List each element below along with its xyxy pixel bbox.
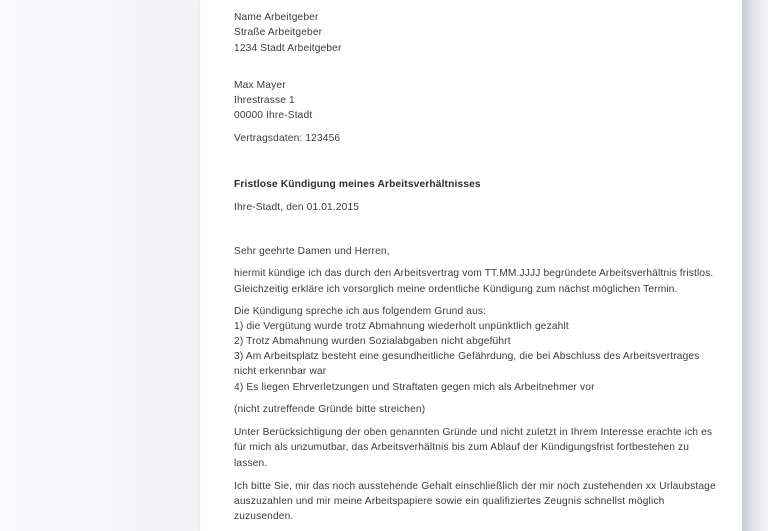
reason-item: 2) Trotz Abmahnung wurden Sozialabgaben nicht abgeführt (234, 336, 511, 347)
background-left (0, 0, 200, 531)
sender-name: Name Arbeitgeber (234, 12, 319, 23)
paragraph-line: auszuzahlen und mir meine Arbeitspapiere sowie ein qualifiziertes Zeugnis schnellst möglich (234, 496, 665, 507)
recipient-street: Ihrestrasse 1 (234, 95, 295, 106)
background-right-edge (742, 0, 768, 531)
reason-item: 3) Am Arbeitsplatz besteht eine gesundheitliche Gefährdung, die bei Abschluss des Arbeitsvertrages (234, 351, 700, 362)
letter-subject: Fristlose Kündigung meines Arbeitsverhältnisses (234, 179, 481, 190)
reasons-intro: Die Kündigung spreche ich aus folgendem Grund aus: (234, 306, 487, 317)
recipient-name: Max Mayer (234, 80, 286, 91)
reason-item: 1) die Vergütung wurde trotz Abmahnung wiederholt unpünktlich gezahlt (234, 321, 569, 332)
salutation: Sehr geehrte Damen und Herren, (234, 246, 390, 257)
reason-item: nicht erkennbar war (234, 366, 327, 377)
paragraph-line: zuzusenden. (234, 511, 294, 522)
paragraph-line: Ich bitte Sie, mir das noch ausstehende Gehalt einschließlich der mir noch zustehenden xx Urlaubstage (234, 481, 716, 492)
recipient-city: 00000 Ihre-Stadt (234, 110, 313, 121)
paragraph-line: lassen. (234, 458, 268, 469)
instruction-note: (nicht zutreffende Gründe bitte streichen) (234, 404, 426, 415)
reason-item: 4) Es liegen Ehrverletzungen und Straftaten gegen mich als Arbeitnehmer vor (234, 382, 595, 393)
intro-line: Gleichzeitig erkläre ich vorsorglich meine ordentliche Kündigung zum nächst möglichen Termin. (234, 284, 678, 295)
paragraph-line: für mich als unzumutbar, das Arbeitsverhältnis bis zum Ablauf der Kündigungsfrist fortbestehen zu (234, 442, 690, 453)
paragraph-line: Unter Berücksichtigung der oben genannten Gründe und nicht zuletzt in Ihrem Interesse erachte ich es (234, 427, 713, 438)
sender-street: Straße Arbeitgeber (234, 27, 323, 38)
intro-line: hiermit kündige ich das durch den Arbeitsvertrag vom TT.MM.JJJJ begründete Arbeitsverhältnis fristlos. (234, 268, 714, 279)
place-date: Ihre-Stadt, den 01.01.2015 (234, 202, 360, 213)
contract-number: Vertragsdaten: 123456 (234, 133, 341, 144)
sender-city: 1234 Stadt Arbeitgeber (234, 43, 342, 54)
